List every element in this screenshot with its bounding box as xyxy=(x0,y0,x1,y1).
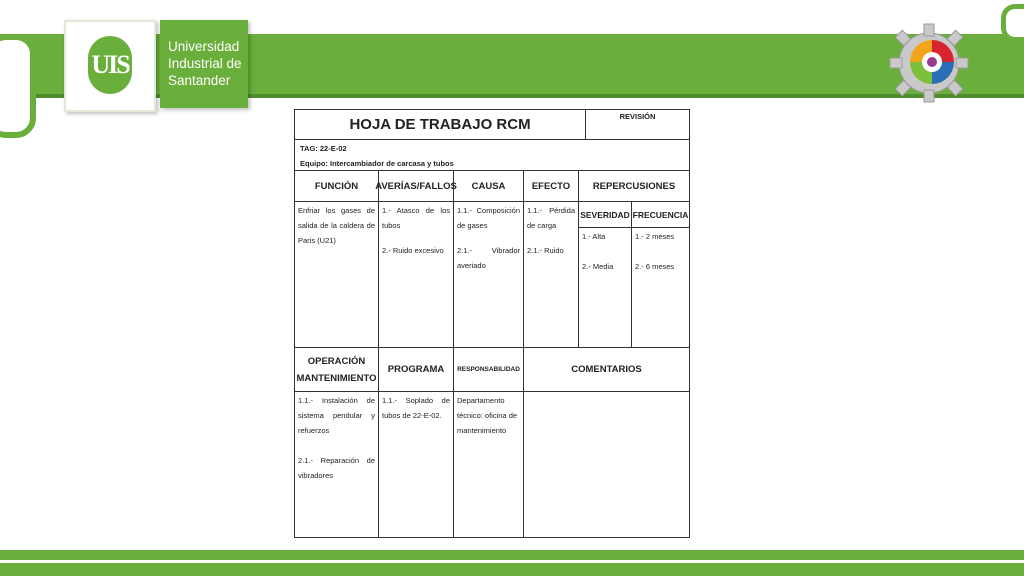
cell-programa: 1.1.- Soplado de tubos de 22-E-02. xyxy=(379,392,454,537)
cell-severidad xyxy=(579,228,632,347)
operacion-2: 2.1.- Reparación de vibradores xyxy=(298,456,375,480)
header-comentarios: COMENTARIOS xyxy=(524,348,689,392)
university-name-line-3: Santander xyxy=(168,73,231,88)
cell-efecto xyxy=(524,202,579,347)
efecto-1: 1.1.- Pérdida de carga xyxy=(527,206,575,230)
header-operacion-line-2: MANTENIMIENTO xyxy=(296,372,377,384)
footer-band-2 xyxy=(0,563,1024,576)
header-efecto: EFECTO xyxy=(524,171,579,202)
rcm-worksheet xyxy=(294,109,690,538)
uis-logo-mark: UIS xyxy=(88,36,132,94)
cell-causa xyxy=(454,202,524,347)
header-causa: CAUSA xyxy=(454,171,524,202)
cell-operacion xyxy=(295,392,379,537)
header-frecuencia: FRECUENCIA xyxy=(632,202,689,228)
equipment-label: Equipo: Intercambiador de carcasa y tubos xyxy=(300,159,454,168)
cell-funcion: Enfriar los gases de salida de la caldera de Paris (U21) xyxy=(295,202,379,347)
revision-label: REVISIÓN xyxy=(586,110,689,140)
scroll-right-ornament xyxy=(1001,4,1024,42)
cell-averias xyxy=(379,202,454,347)
header-responsabilidad: RESPONSABILIDAD xyxy=(454,348,524,392)
efecto-2: 2.1.- Ruido xyxy=(527,246,564,255)
university-name-line-1: Universidad xyxy=(168,39,240,54)
cell-frecuencia xyxy=(632,228,689,347)
severidad-1: 1.- Alta xyxy=(582,232,606,241)
header-operacion-line-1: OPERACIÓN xyxy=(307,355,366,367)
header-repercusiones: REPERCUSIONES xyxy=(579,171,689,202)
frecuencia-2: 2.- 6 meses xyxy=(635,262,675,271)
causa-1: 1.1.- Composición de gases xyxy=(457,206,520,230)
scroll-left-ornament xyxy=(0,34,36,138)
university-name-line-2: Industrial de xyxy=(168,56,242,71)
footer-band-1 xyxy=(0,550,1024,560)
tag-label: TAG: 22-E-02 xyxy=(300,144,347,153)
uis-logo xyxy=(64,20,156,112)
causa-2: 2.1.- Vibrador averiado xyxy=(457,246,520,270)
header-programa: PROGRAMA xyxy=(379,348,454,392)
header-severidad: SEVERIDAD xyxy=(579,202,632,228)
operacion-1: 1.1.- Instalación de sistema pendular y refuerzos xyxy=(298,396,375,435)
worksheet-title: HOJA DE TRABAJO RCM xyxy=(295,110,586,140)
frecuencia-1: 1.- 2 meses xyxy=(635,232,675,241)
averia-2: 2.- Ruido excesivo xyxy=(382,246,444,255)
header-averias: AVERÍAS/FALLOS xyxy=(379,171,454,202)
university-name xyxy=(160,20,248,108)
gear-logo-icon xyxy=(886,18,972,104)
cell-comentarios xyxy=(524,392,689,537)
severidad-2: 2.- Media xyxy=(582,262,614,271)
header-funcion: FUNCIÓN xyxy=(295,171,379,202)
averia-1: 1.- Atasco de los tubos xyxy=(382,206,450,230)
header-operacion xyxy=(295,348,379,392)
equipment-info xyxy=(295,140,689,171)
cell-responsabilidad: Departamento técnico: oficina de mantenimiento xyxy=(454,392,524,537)
